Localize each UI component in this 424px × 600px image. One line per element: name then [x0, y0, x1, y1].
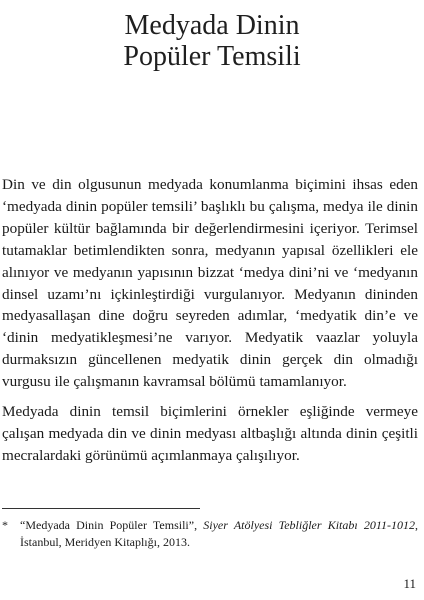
- body-text: [2, 174, 418, 475]
- chapter-title: [0, 10, 424, 72]
- footnote-marker: *: [2, 518, 8, 532]
- footnote-quote: “Medyada Dinin Popüler Temsili”,: [20, 518, 204, 532]
- footnote-text: [2, 517, 418, 551]
- paragraph-1: Din ve din olgusunun medyada konumlanma biçimini ihsas eden ‘medyada dinin popüler temsili’ başlıklı bu çalışma, medya ile dinin popüler kültür bağlamında bir değerlendirmesini içeriyor. Terimsel tutamaklar betimlendikten sonra, medyanın yapısal özellikleri ele alınıyor ve medyanın yapısının bizzat ‘medya dini’ni ve ‘medyanın dinsel uzamı’nı içkinleştirdiği vurgulanıyor. Medyanın dininden medyasallaşan dine doğru seyreden adımlar, ‘medyatik din’e ve ‘dinin medyatikleşmesi’ne varıyor. Medyatik vaazlar yoluyla durmaksızın güncellenen medyatik dinin gerçek din olmadığı vurgusu ile çalışmanın kavramsal bölümü tamamlanıyor.: [2, 176, 418, 391]
- footnote-publication: , İstanbul, Meridyen Kitaplığı, 2013.: [20, 518, 418, 549]
- footnote-source: Siyer Atölyesi Tebliğler Kitabı 2011-1012: [203, 518, 415, 532]
- footnote-divider: [2, 508, 200, 509]
- page-number: 11: [403, 576, 416, 591]
- footnote: [2, 517, 418, 551]
- paragraph-2: Medyada dinin temsil biçimlerini örnekler eşliğinde vermeye çalışan medyada din ve dinin medyası altbaşlığı altında dinin çeşitli mecralardaki görünümü açımlanmaya çalışılıyor.: [2, 403, 418, 464]
- chapter-title-line-2: Popüler Temsili: [123, 41, 301, 72]
- chapter-title-line-1: Medyada Dinin: [124, 10, 300, 41]
